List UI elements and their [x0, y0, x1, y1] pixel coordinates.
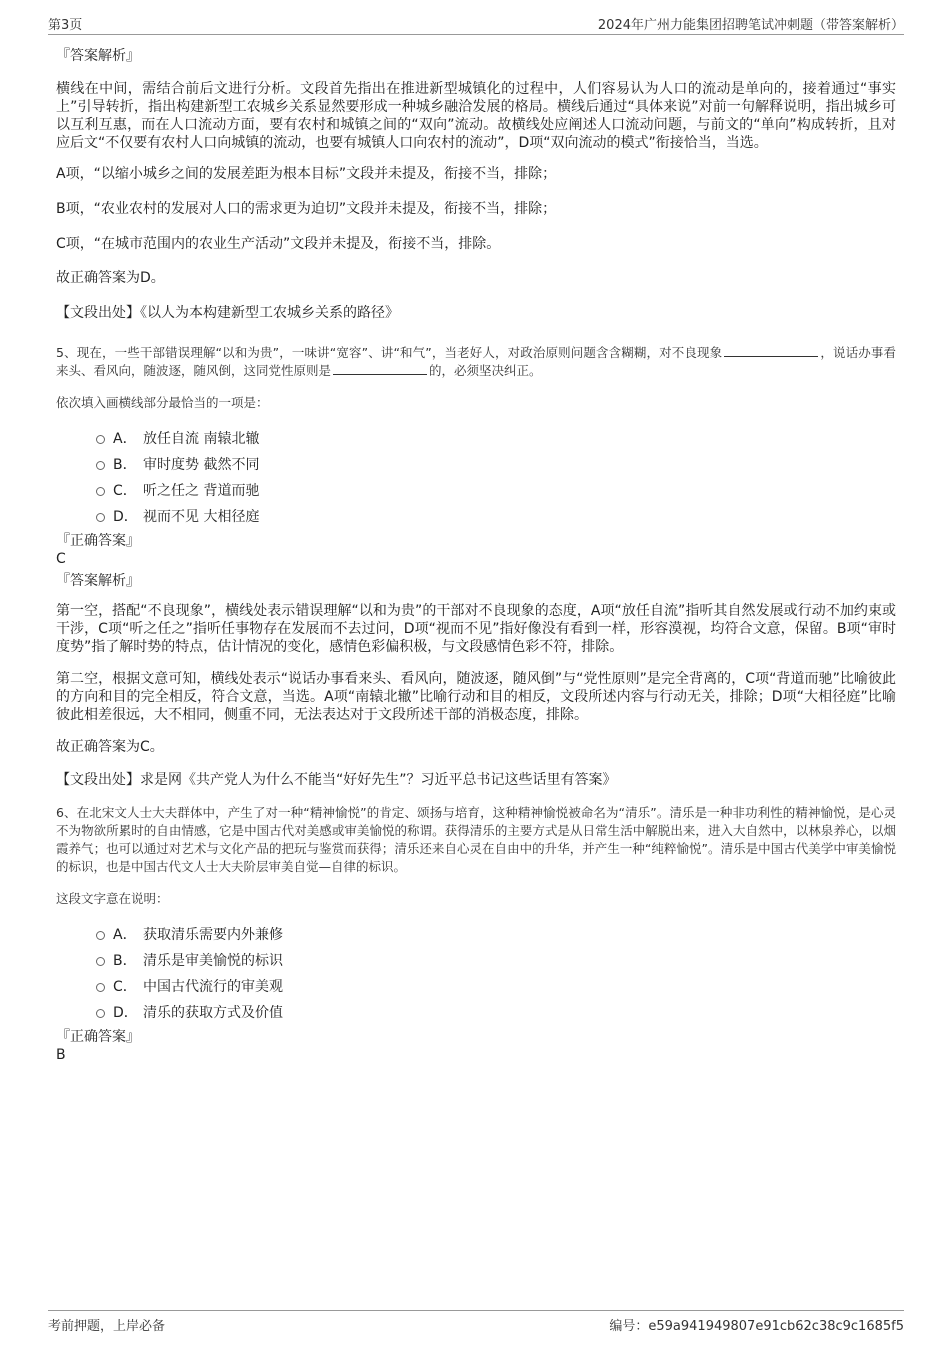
question-5-analysis-label: 『答案解析』: [56, 573, 140, 589]
option-text: 清乐是审美愉悦的标识: [143, 953, 283, 969]
code-label: 编号：: [609, 1319, 649, 1334]
radio-icon[interactable]: [96, 1009, 105, 1018]
question-5-part-2: ，说话办事看来头、看风向，随波逐，随风倒，这同党性原则是: [56, 345, 896, 378]
page-number: 第3页: [48, 18, 83, 33]
option-text: 获取清乐需要内外兼修: [143, 927, 283, 943]
question-5-text: [56, 344, 896, 380]
question-5-analysis-1: 第一空，搭配“不良现象”，横线处表示错误理解“以和为贵”的干部对不良现象的态度，A项“放任自流”指听其自然发展或行动不加约束或干涉，C项“听之任之”指听任事物存在发展而不去过问，D项“视而不见”指好像没有看到一样，形容漠视，均符合文意，保留。B项“审时度势”指了解时势的特点，估计情况的变化，感情色彩偏积极，与文段感情色彩不符，排除。: [56, 603, 896, 655]
option-letter: A．: [113, 927, 137, 943]
page-content: [56, 44, 896, 1064]
question-6-option-a[interactable]: [96, 922, 896, 948]
prev-analysis-text: 横线在中间，需结合前后文进行分析。文段首先指出在推进新型城镇化的过程中，人们容易认为人口的流动是单向的，接着通过“事实上”引导转折，指出构建新型工农城乡关系显然要形成一种城乡融洽发展的格局。横线后通过“具体来说”对前一句解释说明，指出城乡可以互利互惠，而在人口流动方面，要有农村和城镇之间的“双向”流动。故横线处应阐述人口流动问题，与前文的“单向”构成转折，且对应后文“不仅要有农村人口向城镇的流动，也要有城镇人口向农村的流动”，D项“双向流动的模式”衔接恰当，当选。: [56, 81, 896, 151]
option-text: 中国古代流行的审美观: [143, 979, 283, 995]
radio-icon[interactable]: [96, 513, 105, 522]
option-text: 听之任之 背道而驰: [143, 483, 260, 499]
question-5-conclusion: 故正确答案为C。: [56, 739, 164, 755]
radio-icon[interactable]: [96, 957, 105, 966]
question-5-part-3: 的，必须坚决纠正。: [429, 363, 542, 378]
question-6-answer: B: [56, 1047, 66, 1063]
question-5-prompt: 依次填入画横线部分最恰当的一项是：: [56, 395, 269, 410]
option-letter: B．: [113, 457, 137, 473]
prev-option-c-note: C项，“在城市范围内的农业生产活动”文段并未提及，衔接不当，排除。: [56, 236, 501, 252]
option-letter: C．: [113, 483, 137, 499]
prev-option-a-note: A项，“以缩小城乡之间的发展差距为根本目标”文段并未提及，衔接不当，排除；: [56, 166, 557, 182]
question-5-options: [96, 426, 896, 530]
radio-icon[interactable]: [96, 931, 105, 940]
question-5-source: 【文段出处】求是网《共产党人为什么不能当“好好先生”？习近平总书记这些话里有答案》: [56, 772, 617, 788]
question-5-option-d[interactable]: [96, 504, 896, 530]
prev-source: 【文段出处】《以人为本构建新型工农城乡关系的路径》: [56, 305, 399, 321]
question-6-option-b[interactable]: [96, 948, 896, 974]
question-5-answer-label: 『正确答案』: [56, 533, 140, 549]
question-6-options: [96, 922, 896, 1026]
question-5-option-c[interactable]: [96, 478, 896, 504]
question-5-part-1: 5、现在，一些干部错误理解“以和为贵”，一味讲“宽容”、讲“和气”，当老好人，对政治原则问题含含糊糊，对不良现象: [56, 345, 723, 360]
page-footer: [48, 1310, 904, 1335]
fill-blank-1: [724, 344, 818, 357]
radio-icon[interactable]: [96, 435, 105, 444]
option-text: 放任自流 南辕北辙: [143, 431, 260, 447]
option-letter: C．: [113, 979, 137, 995]
prev-option-b-note: B项，“农业农村的发展对人口的需求更为迫切”文段并未提及，衔接不当，排除；: [56, 201, 557, 217]
prev-analysis-label: 『答案解析』: [56, 48, 140, 64]
question-6-text: 6、在北宋文人士大夫群体中，产生了对一种“精神愉悦”的肯定、颂扬与培育，这种精神愉悦被命名为“清乐”。清乐是一种非功利性的精神愉悦，是心灵不为物欲所累时的自由情感，它是中国古代对美感或审美愉悦的称谓。获得清乐的主要方式是从日常生活中解脱出来，进入大自然中，以林泉养心，以烟霞养气；也可以通过对艺术与文化产品的把玩与鉴赏而获得；清乐还来自心灵在自由中的升华，并产生一种“纯粹愉悦”。清乐是中国古代美学中审美愉悦的标识，也是中国古代文人士大夫阶层审美自觉—自律的标识。: [56, 805, 896, 874]
option-text: 视而不见 大相径庭: [143, 509, 260, 525]
question-5-analysis-2: 第二空，根据文意可知，横线处表示“说话办事看来头、看风向，随波逐，随风倒”与“党性原则”是完全背离的，C项“背道而驰”比喻彼此的方向和目的完全相反，符合文意，当选。A项“南辕北辙”比喻行动和目的相反，文段所述内容与行动无关，排除；D项“大相径庭”比喻彼此相差很远，大不相同，侧重不同，无法表达对于文段所述干部的消极态度，排除。: [56, 671, 896, 723]
fill-blank-2: [333, 362, 427, 375]
option-letter: D．: [113, 509, 138, 525]
radio-icon[interactable]: [96, 461, 105, 470]
document-code: [609, 1315, 904, 1334]
question-6-answer-label: 『正确答案』: [56, 1029, 140, 1045]
option-letter: A．: [113, 431, 137, 447]
option-letter: D．: [113, 1005, 138, 1021]
code-value: e59a941949807e91cb62c38c9c1685f5: [648, 1319, 904, 1334]
option-text: 审时度势 截然不同: [143, 457, 260, 473]
question-6-option-d[interactable]: [96, 1000, 896, 1026]
question-6-option-c[interactable]: [96, 974, 896, 1000]
option-text: 清乐的获取方式及价值: [143, 1005, 283, 1021]
prev-conclusion: 故正确答案为D。: [56, 270, 165, 286]
option-letter: B．: [113, 953, 137, 969]
footer-slogan: 考前押题，上岸必备: [48, 1319, 166, 1334]
question-5-option-a[interactable]: [96, 426, 896, 452]
document-title: 2024年广州力能集团招聘笔试冲刺题（带答案解析）: [597, 18, 904, 33]
question-5-option-b[interactable]: [96, 452, 896, 478]
question-5-answer: C: [56, 551, 66, 567]
question-6-prompt: 这段文字意在说明：: [56, 891, 169, 906]
page-header: [48, 12, 904, 35]
radio-icon[interactable]: [96, 487, 105, 496]
radio-icon[interactable]: [96, 983, 105, 992]
